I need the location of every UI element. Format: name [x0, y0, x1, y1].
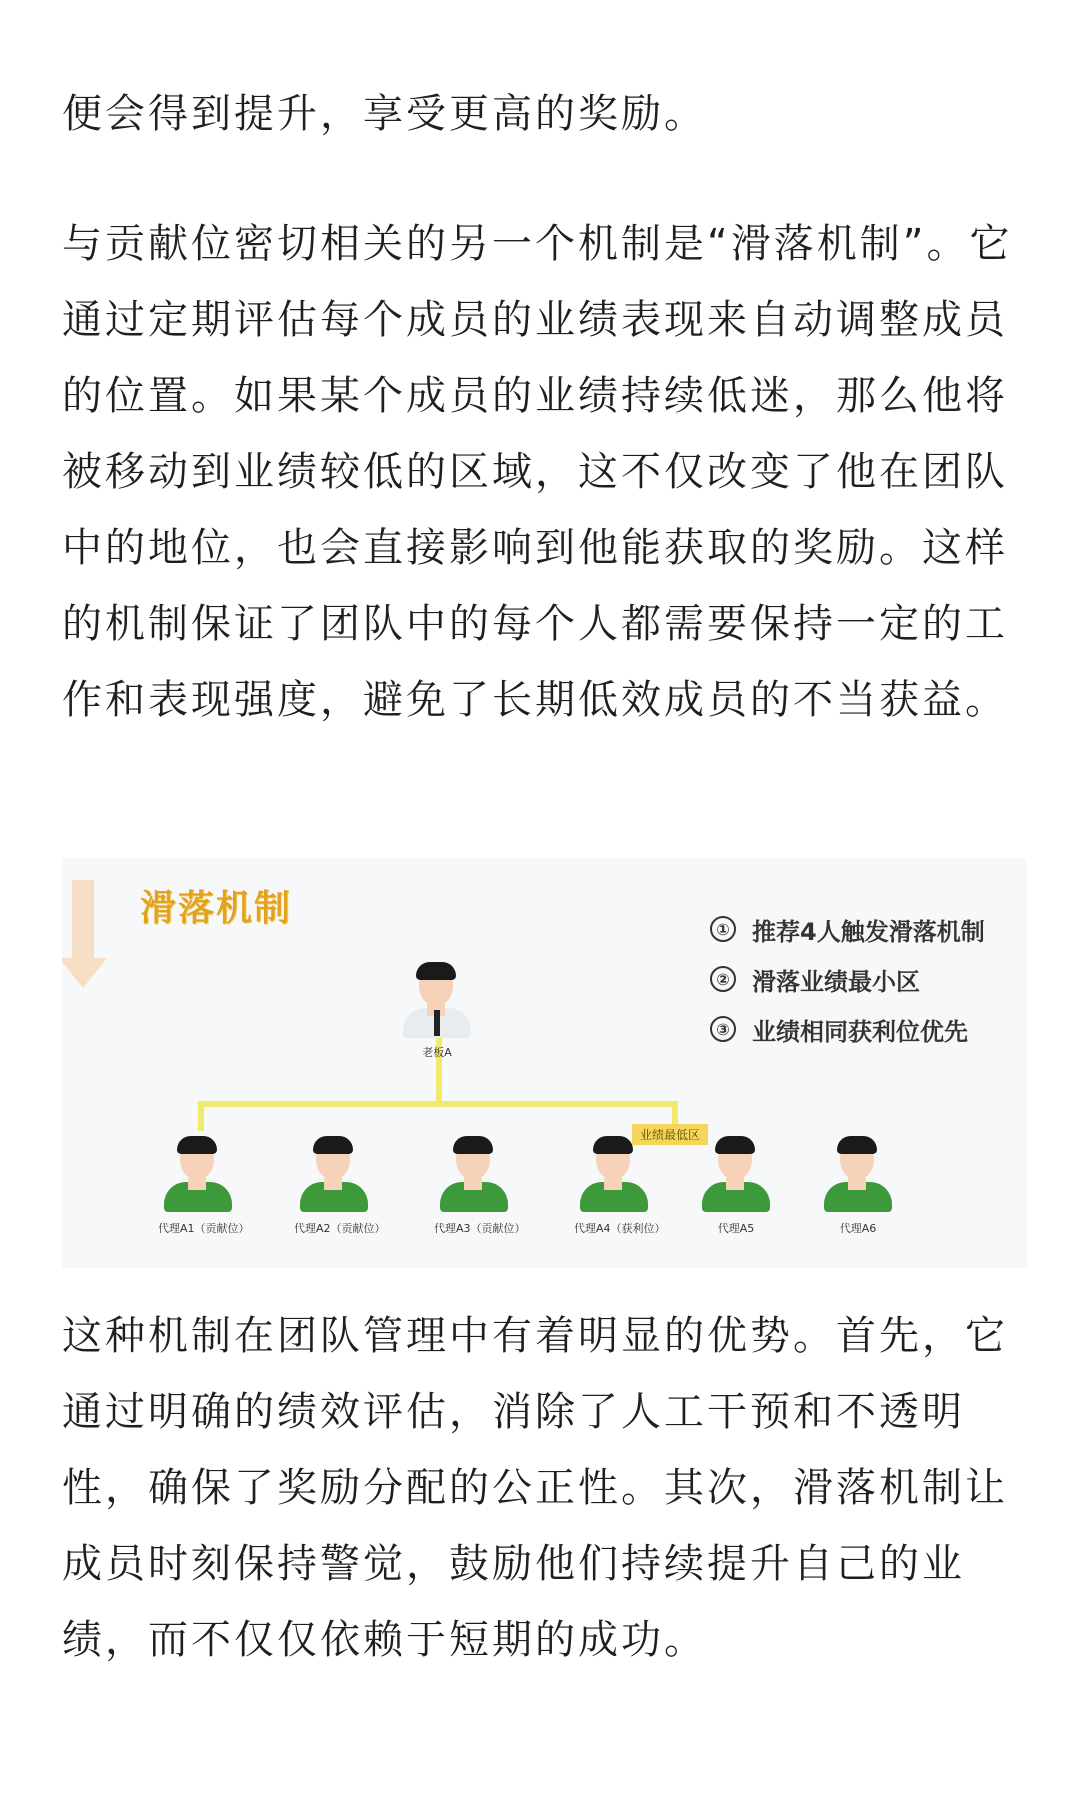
rule-number: ③ [710, 1016, 736, 1042]
lowest-zone-label: 业绩最低区 [632, 1124, 708, 1145]
connector-line [198, 1101, 678, 1107]
down-arrow-head [62, 958, 107, 988]
connector-line [198, 1101, 204, 1131]
rule-text: 滑落业绩最小区 [752, 967, 920, 996]
down-arrow-icon [72, 880, 94, 960]
rule-number: ① [710, 916, 736, 942]
agent-label: 代理A4（获利位） [574, 1222, 666, 1235]
rule-text: 推荐4人触发滑落机制 [752, 917, 985, 946]
agent-label: 代理A2（贡献位） [294, 1222, 386, 1235]
rule-item [710, 954, 985, 1004]
boss-label: 老板A [422, 1046, 452, 1059]
agent-label: 代理A5 [717, 1222, 755, 1235]
rule-item [710, 1004, 985, 1054]
rule-item [710, 904, 985, 954]
paragraph-1: 便会得到提升，享受更高的奖励。 [62, 91, 707, 137]
rule-number: ② [710, 966, 736, 992]
figure-title: 滑落机制 [140, 888, 293, 929]
agent-label: 代理A3（贡献位） [434, 1222, 526, 1235]
rules-list [710, 904, 985, 1054]
sliding-mechanism-figure [62, 858, 1027, 1268]
rule-text: 业绩相同获利位优先 [752, 1017, 968, 1046]
paragraph-3: 这种机制在团队管理中有着明显的优势。首先，它通过明确的绩效评估，消除了人工干预和不透明性，确保了奖励分配的公正性。其次，滑落机制让成员时刻保持警觉，鼓励他们持续提升自己的业绩，而不仅仅依赖于短期的成功。 [62, 1313, 1008, 1663]
agent-label: 代理A6 [839, 1222, 877, 1235]
paragraph-2: 与贡献位密切相关的另一个机制是“滑落机制”。它通过定期评估每个成员的业绩表现来自动调整成员的位置。如果某个成员的业绩持续低迷，那么他将被移动到业绩较低的区域，这不仅改变了他在团队中的地位，也会直接影响到他能获取的奖励。这样的机制保证了团队中的每个人都需要保持一定的工作和表现强度，避免了长期低效成员的不当获益。 [62, 221, 1013, 723]
agent-label: 代理A1（贡献位） [158, 1222, 250, 1235]
